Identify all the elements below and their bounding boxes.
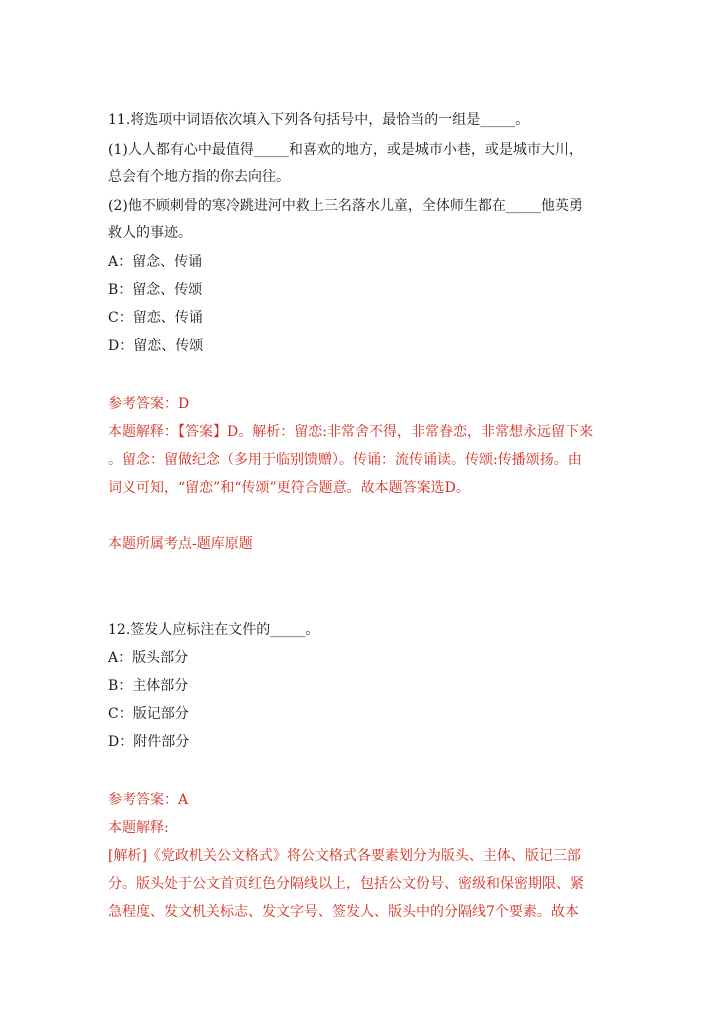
- question-11-explanation-line-3: 词义可知，“留恋”和“传颂”更符合题意。故本题答案选D。: [108, 480, 470, 496]
- question-12-option-c: C：版记部分: [108, 706, 189, 722]
- question-11-sentence-1-line-2: 总会有个地方指的你去向往。: [108, 169, 290, 185]
- question-11-sentence-1-line-1: (1)人人都有心中最值得_____和喜欢的地方，或是城市小巷，或是城市大川，: [108, 142, 583, 158]
- question-11-knowledge-point: 本题所属考点-题库原题: [108, 536, 253, 552]
- question-11-explanation-line-1: 本题解释：【答案】D。解析：留恋:非常舍不得，非常眷恋，非常想永远留下来: [108, 424, 593, 440]
- question-12-explanation-line-3: 急程度、发文机关标志、发文字号、签发人、版头中的分隔线7个要素。故本: [108, 904, 579, 920]
- question-11-stem: 11.将选项中词语依次填入下列各句括号中，最恰当的一组是_____。: [108, 112, 530, 128]
- question-11-option-c: C：留恋、传诵: [108, 310, 203, 326]
- question-11-sentence-2-line-2: 救人的事迹。: [108, 225, 192, 241]
- question-12-option-b: B：主体部分: [108, 678, 189, 694]
- question-12-stem: 12.签发人应标注在文件的_____。: [108, 622, 320, 638]
- question-12-option-a: A：版头部分: [108, 650, 189, 666]
- question-11-option-b: B：留念、传颂: [108, 282, 203, 298]
- question-11-option-a: A：留念、传诵: [108, 254, 203, 270]
- question-11-option-d: D：留恋、传颂: [108, 338, 204, 354]
- question-11-explanation-line-2: 。留念：留做纪念（多用于临别馈赠）。传诵：流传诵读。传颂:传播颂扬。由: [108, 452, 582, 468]
- question-12-explanation-line-1: [解析]《党政机关公文格式》将公文格式各要素划分为版头、主体、版记三部: [108, 848, 581, 864]
- question-12-explanation-label: 本题解释:: [108, 820, 169, 836]
- question-12-explanation-line-2: 分。版头处于公文首页红色分隔线以上，包括公文份号、密级和保密期限、紧: [108, 876, 584, 892]
- question-12-option-d: D：附件部分: [108, 734, 190, 750]
- question-12-answer: 参考答案：A: [108, 792, 189, 808]
- question-11-sentence-2-line-1: (2)他不顾刺骨的寒冷跳进河中救上三名落水儿童，全体师生都在_____他英勇: [108, 198, 583, 214]
- question-11-answer: 参考答案：D: [108, 396, 190, 412]
